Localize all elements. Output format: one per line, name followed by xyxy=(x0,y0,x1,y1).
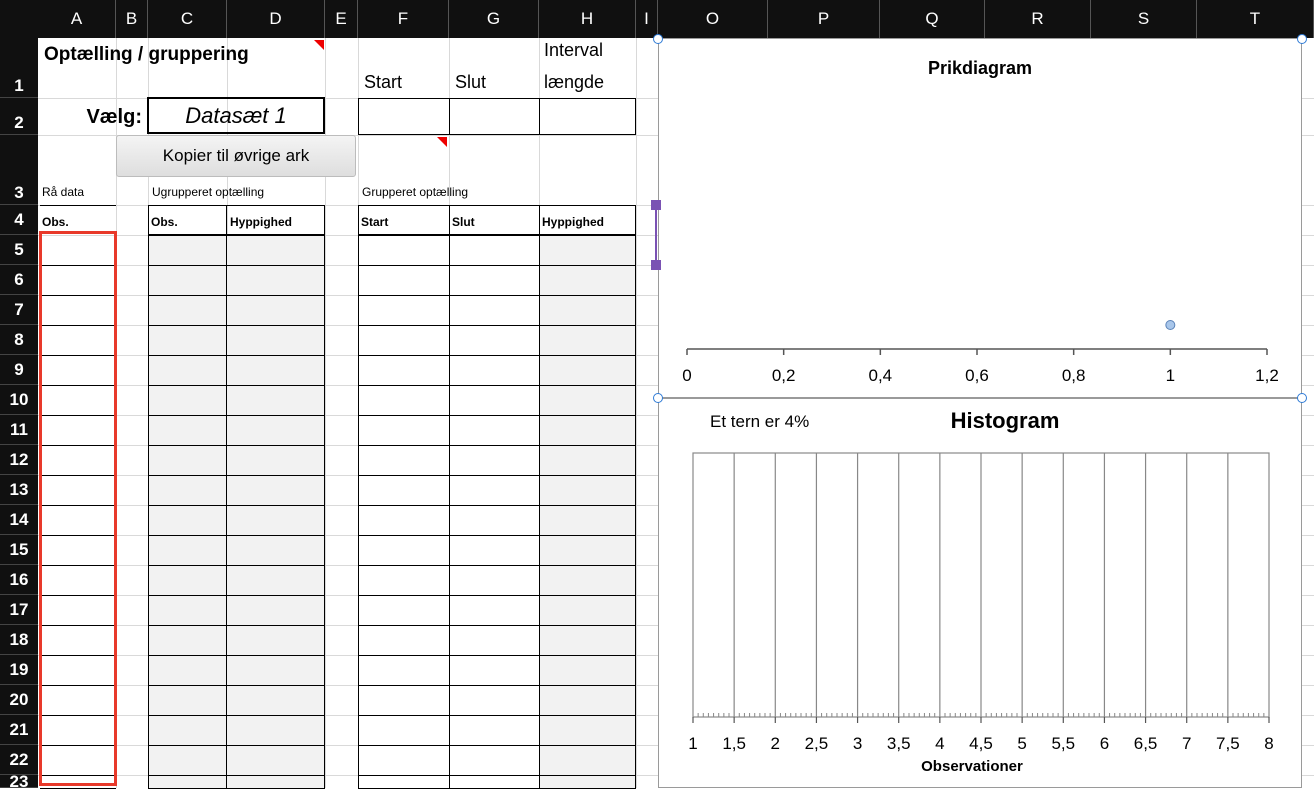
column-header-D[interactable]: D xyxy=(227,0,325,38)
dot-plot-tick-label: 1 xyxy=(1165,366,1176,385)
grid-line-horizontal xyxy=(1302,565,1314,566)
grouped-slut-cell[interactable] xyxy=(449,295,540,326)
row-header-21[interactable]: 21 xyxy=(0,715,38,745)
choose-label: Vælg: xyxy=(86,106,142,128)
row-header-17[interactable]: 17 xyxy=(0,595,38,625)
grouped-frequency-cell[interactable] xyxy=(539,295,636,326)
ungrouped-label: Ugrupperet optælling xyxy=(152,185,265,199)
row-header-1[interactable]: 1 xyxy=(0,38,38,98)
grouped-slut-cell[interactable] xyxy=(449,565,540,596)
start-label: Start xyxy=(364,72,403,92)
row-header-3[interactable]: 3 xyxy=(0,135,38,205)
grouped-slut-cell[interactable] xyxy=(449,475,540,506)
dataset-select[interactable]: Datasæt 1 xyxy=(147,97,325,134)
column-header-Q[interactable]: Q xyxy=(880,0,985,38)
obs-header-ungrouped: Obs. xyxy=(148,205,227,235)
grouped-frequency-cell[interactable] xyxy=(539,535,636,566)
ungrouped-frequency-cell[interactable] xyxy=(226,355,325,386)
sheet-title: Optælling / gruppering xyxy=(44,44,249,65)
ungrouped-frequency-cell[interactable] xyxy=(226,745,325,776)
row-header-20[interactable]: 20 xyxy=(0,685,38,715)
row-header-18[interactable]: 18 xyxy=(0,625,38,655)
grouped-slut-cell[interactable] xyxy=(449,415,540,446)
grouped-start-cell[interactable] xyxy=(358,235,450,266)
column-header-T[interactable]: T xyxy=(1197,0,1314,38)
grid-line-horizontal xyxy=(1302,98,1314,99)
dot-plot-svg xyxy=(659,39,1303,399)
column-header-B[interactable]: B xyxy=(116,0,148,38)
grid-line-horizontal xyxy=(1302,505,1314,506)
grid-line-horizontal xyxy=(1302,625,1314,626)
start-input[interactable] xyxy=(358,98,450,135)
dot-plot-tick-label: 0,8 xyxy=(1061,366,1086,385)
ungrouped-obs-cell[interactable] xyxy=(148,685,227,716)
grouped-slut-cell[interactable] xyxy=(449,325,540,356)
grouped-slut-cell[interactable] xyxy=(449,385,540,416)
ungrouped-frequency-cell[interactable] xyxy=(226,385,325,416)
grouped-frequency-cell[interactable] xyxy=(539,385,636,416)
grid-line-horizontal xyxy=(1302,775,1314,776)
grouped-frequency-cell[interactable] xyxy=(539,655,636,686)
obs-header: Obs. xyxy=(40,205,116,235)
grid-line-horizontal xyxy=(1302,135,1314,136)
ungrouped-frequency-cell[interactable] xyxy=(226,625,325,656)
selection-range xyxy=(39,231,117,786)
grouped-label: Grupperet optælling xyxy=(362,185,469,199)
dot-plot-point xyxy=(1166,321,1175,330)
histogram-tick-label: 2 xyxy=(770,734,781,753)
grouped-frequency-cell[interactable] xyxy=(539,235,636,266)
raw-data-label: Rå data xyxy=(42,185,85,199)
ungrouped-obs-cell[interactable] xyxy=(148,415,227,446)
ungrouped-frequency-cell[interactable] xyxy=(226,565,325,596)
column-header-A[interactable]: A xyxy=(38,0,116,38)
histogram-tick-label: 2,5 xyxy=(804,734,829,753)
column-header-F[interactable]: F xyxy=(358,0,449,38)
grouped-slut-cell[interactable] xyxy=(449,625,540,656)
interval-input[interactable] xyxy=(539,98,636,135)
ungrouped-obs-cell[interactable] xyxy=(148,625,227,656)
grouped-start-cell[interactable] xyxy=(358,475,450,506)
row-header-14[interactable]: 14 xyxy=(0,505,38,535)
grouped-frequency-cell[interactable] xyxy=(539,505,636,536)
column-header-S[interactable]: S xyxy=(1091,0,1197,38)
ungrouped-frequency-cell[interactable] xyxy=(226,655,325,686)
grouped-slut-cell[interactable] xyxy=(449,595,540,626)
slut-label: Slut xyxy=(455,72,487,92)
grid-line-horizontal xyxy=(1302,535,1314,536)
ungrouped-frequency-cell[interactable] xyxy=(226,505,325,536)
grouped-start-cell[interactable] xyxy=(358,265,450,296)
ungrouped-obs-cell[interactable] xyxy=(148,655,227,686)
grouped-start-cell[interactable] xyxy=(358,415,450,446)
column-header-G[interactable]: G xyxy=(449,0,539,38)
comment-indicator[interactable] xyxy=(314,40,324,50)
grouped-slut-cell[interactable] xyxy=(449,265,540,296)
ungrouped-frequency-cell[interactable] xyxy=(226,415,325,446)
ungrouped-obs-cell[interactable] xyxy=(148,595,227,626)
dot-plot-tick-label: 0,2 xyxy=(771,366,796,385)
grouped-start-cell[interactable] xyxy=(358,565,450,596)
grid-line-horizontal xyxy=(1302,385,1314,386)
grouped-slut-cell[interactable] xyxy=(449,445,540,476)
ungrouped-obs-cell[interactable] xyxy=(148,505,227,536)
ungrouped-frequency-cell[interactable] xyxy=(226,715,325,746)
ungrouped-obs-cell[interactable] xyxy=(148,385,227,416)
copy-to-sheets-button[interactable]: Kopier til øvrige ark xyxy=(116,135,356,177)
column-header-H[interactable]: H xyxy=(539,0,636,38)
histogram-annotation: Et tern er 4% xyxy=(710,412,810,431)
row-header-16[interactable]: 16 xyxy=(0,565,38,595)
histogram-tick-label: 7 xyxy=(1181,734,1192,753)
ungrouped-obs-cell[interactable] xyxy=(148,445,227,476)
column-header-O[interactable]: O xyxy=(658,0,768,38)
ungrouped-obs-cell[interactable] xyxy=(148,535,227,566)
grouped-frequency-cell[interactable] xyxy=(539,265,636,296)
grouped-slut-cell[interactable] xyxy=(449,715,540,746)
histogram-tick-label: 5 xyxy=(1017,734,1027,753)
grouped-frequency-cell[interactable] xyxy=(539,565,636,596)
grouped-start-cell[interactable] xyxy=(358,295,450,326)
grouped-slut-cell[interactable] xyxy=(449,235,540,266)
grouped-start-cell[interactable] xyxy=(358,775,450,789)
grouped-start-cell[interactable] xyxy=(358,655,450,686)
grouped-start-cell[interactable] xyxy=(358,625,450,656)
grid-line-horizontal xyxy=(1302,355,1314,356)
row-header-9[interactable]: 9 xyxy=(0,355,38,385)
resize-handle-top-left[interactable] xyxy=(653,34,663,44)
grouped-frequency-cell[interactable] xyxy=(539,595,636,626)
grouped-start-cell[interactable] xyxy=(358,355,450,386)
grouped-start-cell[interactable] xyxy=(358,505,450,536)
dot-plot-chart[interactable] xyxy=(658,38,1302,398)
slut-header: Slut xyxy=(449,205,540,235)
grid-line-vertical xyxy=(636,38,637,788)
frequency-header-ungrouped: Hyppighed xyxy=(226,205,325,235)
histogram-xlabel: Observationer xyxy=(921,758,1023,775)
dot-plot-tick-label: 0 xyxy=(682,366,692,385)
grouped-start-cell[interactable] xyxy=(358,325,450,356)
column-header-R[interactable]: R xyxy=(985,0,1091,38)
histogram-tick-label: 4 xyxy=(935,734,945,753)
ungrouped-obs-cell[interactable] xyxy=(148,235,227,266)
grouped-frequency-cell[interactable] xyxy=(539,355,636,386)
histogram-chart[interactable] xyxy=(658,398,1302,788)
dot-plot-tick-label: 1,2 xyxy=(1255,366,1279,385)
grid-line-horizontal xyxy=(1302,685,1314,686)
grid-line-horizontal xyxy=(1302,475,1314,476)
grid-line-horizontal xyxy=(1302,655,1314,656)
grouped-slut-cell[interactable] xyxy=(449,655,540,686)
row-header-6[interactable]: 6 xyxy=(0,265,38,295)
grid-line-horizontal xyxy=(1302,295,1314,296)
grouped-frequency-cell[interactable] xyxy=(539,685,636,716)
ungrouped-frequency-cell[interactable] xyxy=(226,295,325,326)
grouped-start-cell[interactable] xyxy=(358,595,450,626)
row-header-15[interactable]: 15 xyxy=(0,535,38,565)
ungrouped-frequency-cell[interactable] xyxy=(226,445,325,476)
grouped-frequency-cell[interactable] xyxy=(539,475,636,506)
interval-label-line1: Interval xyxy=(544,40,604,60)
comment-indicator-2[interactable] xyxy=(437,137,447,147)
column-header-I[interactable]: I xyxy=(636,0,658,38)
grouped-frequency-cell[interactable] xyxy=(539,715,636,746)
ungrouped-obs-cell[interactable] xyxy=(148,745,227,776)
row-header-2[interactable]: 2 xyxy=(0,98,38,135)
histogram-tick-label: 5,5 xyxy=(1051,734,1076,753)
ungrouped-obs-cell[interactable] xyxy=(148,265,227,296)
grouped-start-cell[interactable] xyxy=(358,535,450,566)
histogram-tick-label: 6,5 xyxy=(1133,734,1158,753)
row-header-4[interactable]: 4 xyxy=(0,205,38,235)
dot-plot-title: Prikdiagram xyxy=(927,58,1033,78)
ungrouped-obs-cell[interactable] xyxy=(148,325,227,356)
interval-label-line2: længde xyxy=(544,72,605,92)
grouped-slut-cell[interactable] xyxy=(449,745,540,776)
slut-input[interactable] xyxy=(449,98,540,135)
column-header-C[interactable]: C xyxy=(148,0,227,38)
grouped-start-cell[interactable] xyxy=(358,745,450,776)
ungrouped-frequency-cell[interactable] xyxy=(226,535,325,566)
row-header-8[interactable]: 8 xyxy=(0,325,38,355)
grouped-frequency-cell[interactable] xyxy=(539,325,636,356)
row-header-10[interactable]: 10 xyxy=(0,385,38,415)
column-header-P[interactable]: P xyxy=(768,0,880,38)
histogram-tick-label: 1,5 xyxy=(722,734,746,753)
row-header-22[interactable]: 22 xyxy=(0,745,38,775)
ungrouped-obs-cell[interactable] xyxy=(148,565,227,596)
grid-line-horizontal xyxy=(1302,265,1314,266)
row-header-23[interactable]: 23 xyxy=(0,775,38,788)
histogram-tick-label: 6 xyxy=(1099,734,1110,753)
ungrouped-obs-cell[interactable] xyxy=(148,355,227,386)
ungrouped-frequency-cell[interactable] xyxy=(226,235,325,266)
start-header: Start xyxy=(358,205,450,235)
ungrouped-frequency-cell[interactable] xyxy=(226,265,325,296)
ungrouped-obs-cell[interactable] xyxy=(148,295,227,326)
ungrouped-frequency-cell[interactable] xyxy=(226,325,325,356)
histogram-tick-label: 4,5 xyxy=(969,734,993,753)
histogram-tick-label: 7,5 xyxy=(1216,734,1240,753)
grid-line-horizontal xyxy=(1302,445,1314,446)
grouped-slut-cell[interactable] xyxy=(449,775,540,789)
grouped-slut-cell[interactable] xyxy=(449,505,540,536)
row-header-11[interactable]: 11 xyxy=(0,415,38,445)
row-header-12[interactable]: 12 xyxy=(0,445,38,475)
grouped-frequency-cell[interactable] xyxy=(539,625,636,656)
grid-line-horizontal xyxy=(1302,595,1314,596)
histogram-svg xyxy=(659,399,1303,789)
grouped-start-cell[interactable] xyxy=(358,385,450,416)
dot-plot-tick-label: 0,4 xyxy=(868,366,893,385)
ungrouped-frequency-cell[interactable] xyxy=(226,595,325,626)
grouped-slut-cell[interactable] xyxy=(449,355,540,386)
grouped-start-cell[interactable] xyxy=(358,685,450,716)
histogram-tick-label: 3,5 xyxy=(886,734,911,753)
resize-handle-mid-left[interactable] xyxy=(653,393,663,403)
frequency-header-grouped: Hyppighed xyxy=(539,205,636,235)
resize-handle-top-right[interactable] xyxy=(1297,34,1307,44)
grouped-slut-cell[interactable] xyxy=(449,685,540,716)
drag-line xyxy=(655,208,657,262)
histogram-tick-label: 8 xyxy=(1264,734,1274,753)
grid-line-horizontal xyxy=(1302,205,1314,206)
grid-line-horizontal xyxy=(1302,235,1314,236)
grouped-start-cell[interactable] xyxy=(358,715,450,746)
column-header-E[interactable]: E xyxy=(325,0,358,38)
ungrouped-frequency-cell[interactable] xyxy=(226,475,325,506)
histogram-tick-label: 3 xyxy=(852,734,863,753)
row-header-13[interactable]: 13 xyxy=(0,475,38,505)
ungrouped-obs-cell[interactable] xyxy=(148,715,227,746)
grid-line-horizontal xyxy=(1302,715,1314,716)
grouped-frequency-cell[interactable] xyxy=(539,445,636,476)
grouped-frequency-cell[interactable] xyxy=(539,415,636,446)
ungrouped-frequency-cell[interactable] xyxy=(226,775,325,789)
histogram-title: Histogram xyxy=(950,408,1060,433)
ungrouped-obs-cell[interactable] xyxy=(148,475,227,506)
grouped-start-cell[interactable] xyxy=(358,445,450,476)
grid-line-horizontal xyxy=(1302,415,1314,416)
grouped-frequency-cell[interactable] xyxy=(539,745,636,776)
select-all-corner[interactable] xyxy=(0,0,38,38)
ungrouped-obs-cell[interactable] xyxy=(148,775,227,789)
grouped-slut-cell[interactable] xyxy=(449,535,540,566)
row-header-19[interactable]: 19 xyxy=(0,655,38,685)
histogram-tick-label: 1 xyxy=(688,734,698,753)
grouped-frequency-cell[interactable] xyxy=(539,775,636,789)
ungrouped-frequency-cell[interactable] xyxy=(226,685,325,716)
resize-handle-mid-right[interactable] xyxy=(1297,393,1307,403)
row-header-5[interactable]: 5 xyxy=(0,235,38,265)
row-header-7[interactable]: 7 xyxy=(0,295,38,325)
dot-plot-tick-label: 0,6 xyxy=(965,366,989,385)
grid-line-horizontal xyxy=(1302,325,1314,326)
grid-line-horizontal xyxy=(1302,745,1314,746)
